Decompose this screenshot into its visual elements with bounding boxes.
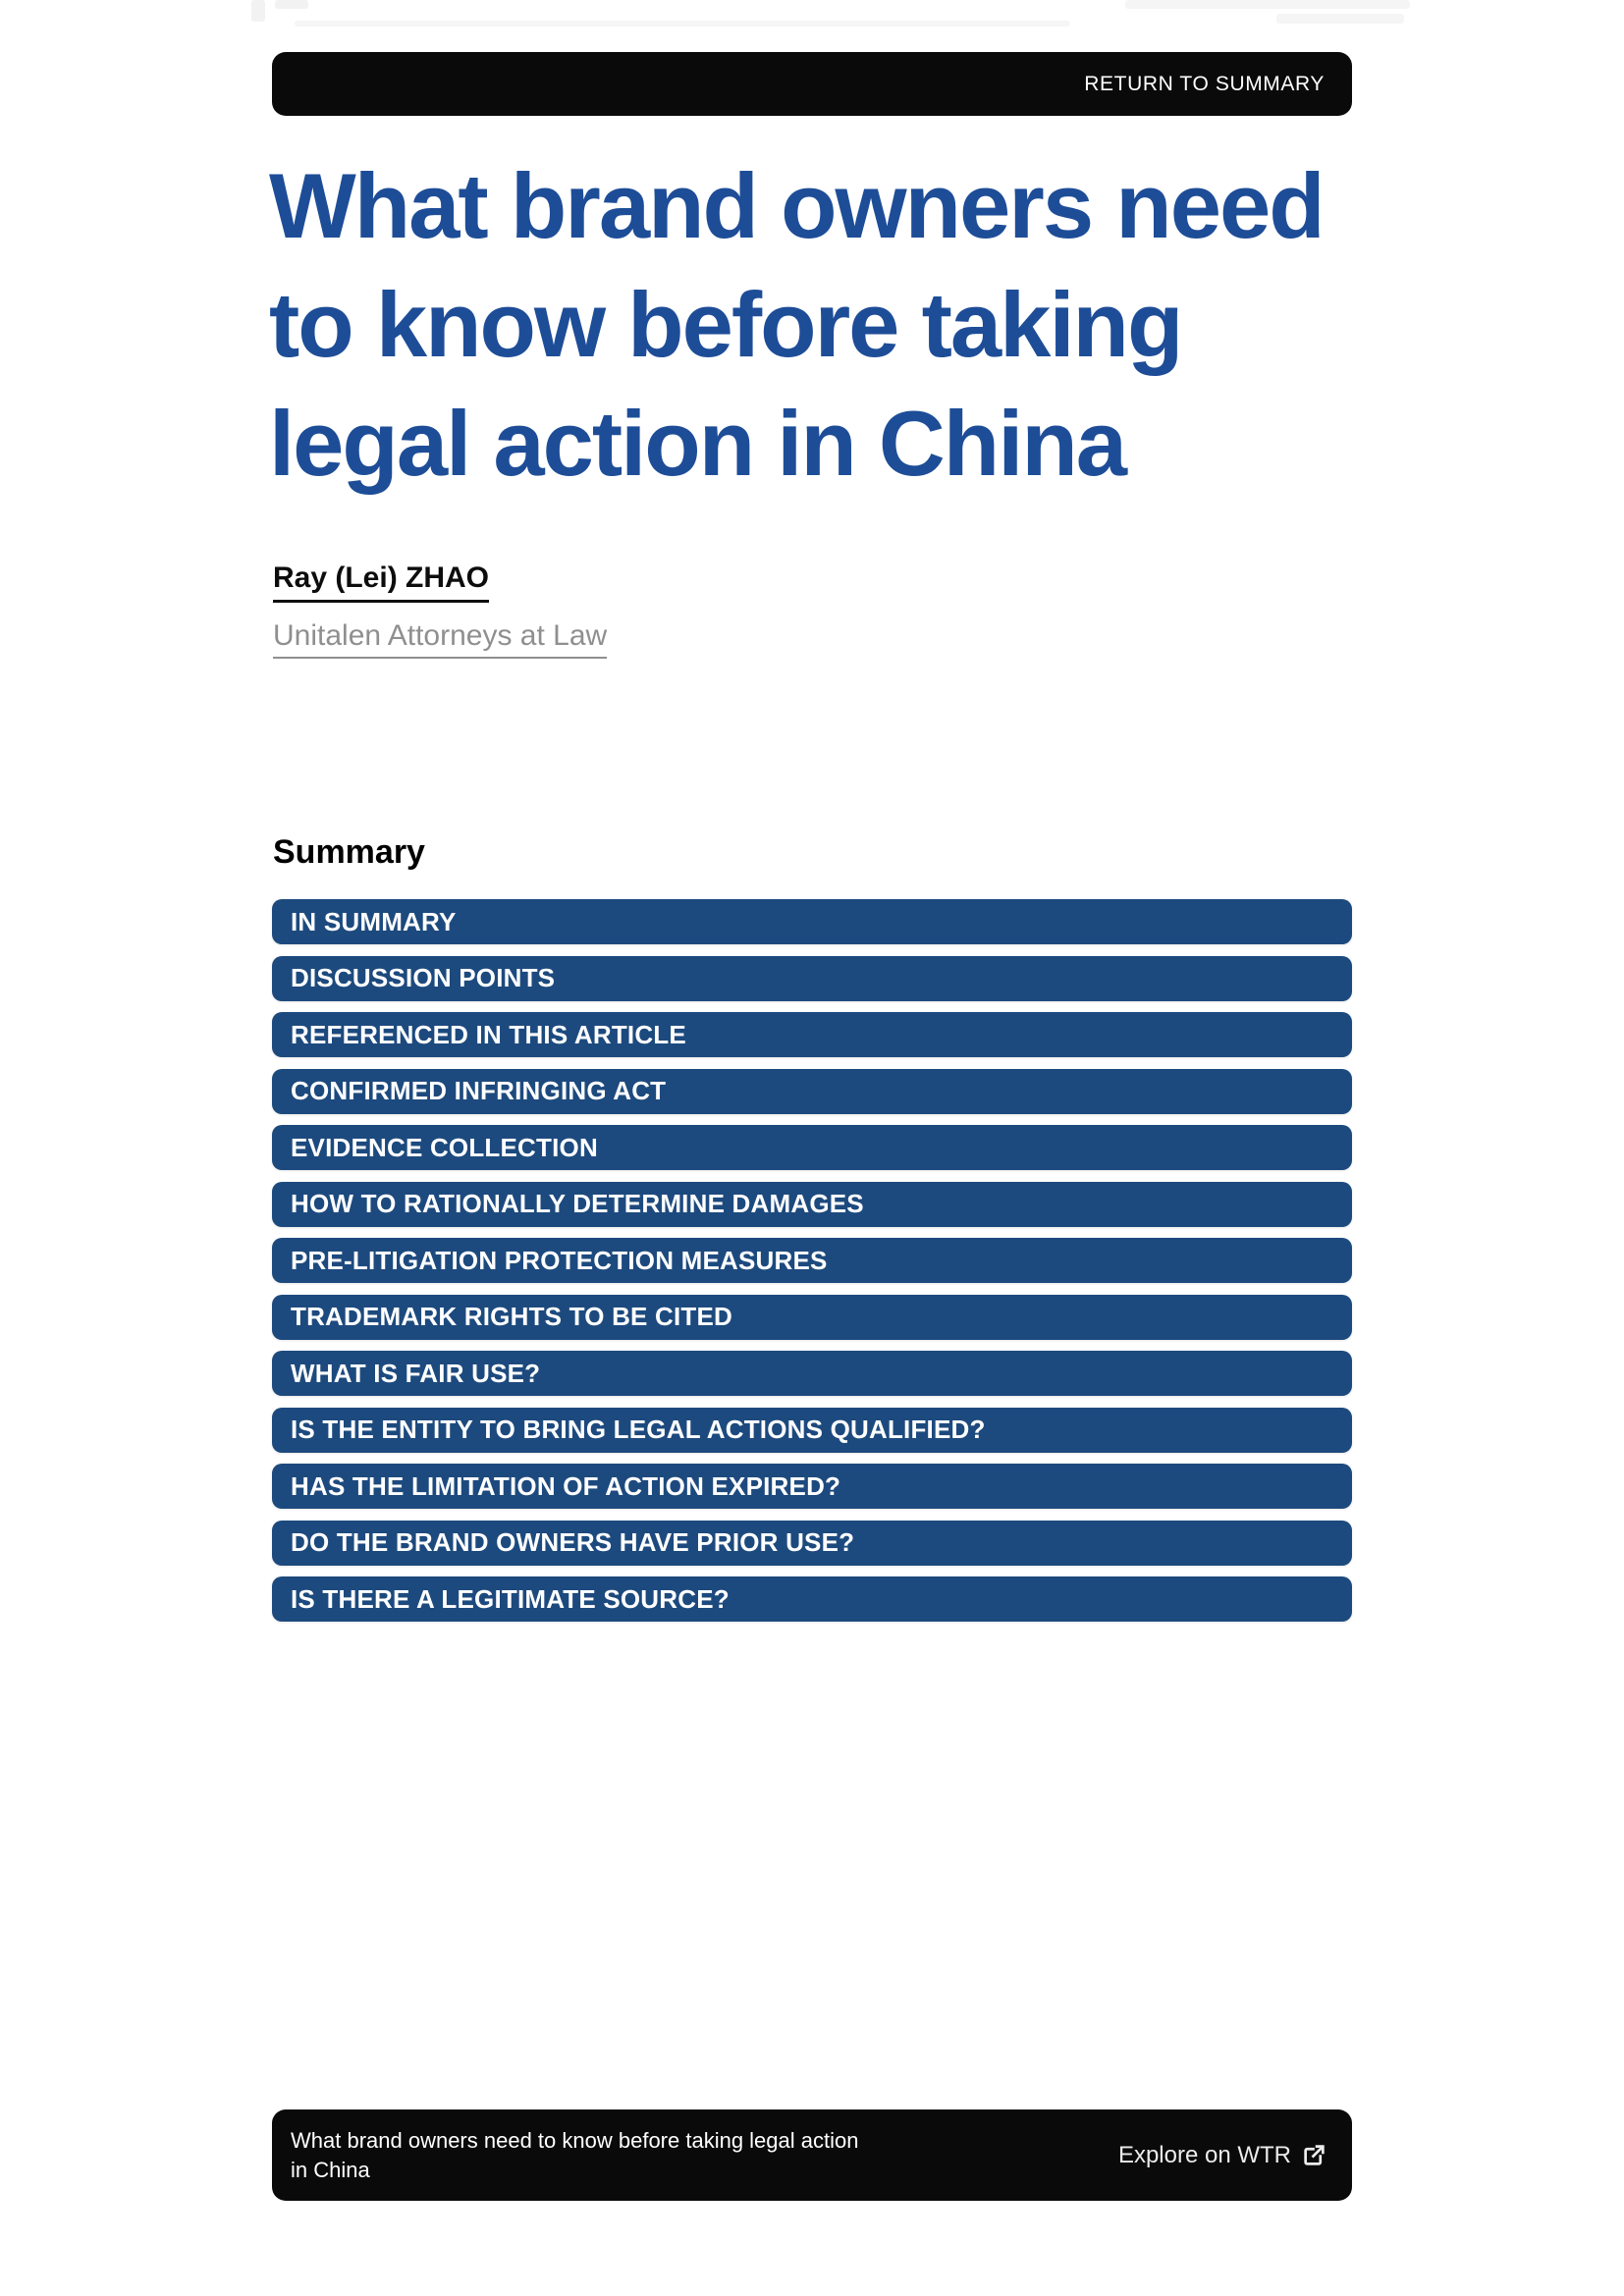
firm-link[interactable]: Unitalen Attorneys at Law <box>273 619 607 659</box>
summary-item-link[interactable]: IS THERE A LEGITIMATE SOURCE? <box>272 1576 1352 1622</box>
footer-article-title <box>291 2126 858 2185</box>
summary-item-link[interactable]: EVIDENCE COLLECTION <box>272 1125 1352 1170</box>
summary-item-link[interactable]: HAS THE LIMITATION OF ACTION EXPIRED? <box>272 1464 1352 1509</box>
footer-title-line: What brand owners need to know before taking legal action <box>291 2127 859 2153</box>
summary-item-link[interactable]: IS THE ENTITY TO BRING LEGAL ACTIONS QUALIFIED? <box>272 1408 1352 1453</box>
summary-item-link[interactable]: TRADEMARK RIGHTS TO BE CITED <box>272 1295 1352 1340</box>
summary-nav <box>272 899 1352 1633</box>
page-title <box>269 146 1487 503</box>
summary-item-link[interactable]: HOW TO RATIONALLY DETERMINE DAMAGES <box>272 1182 1352 1227</box>
page-edge-artifact <box>1276 14 1404 24</box>
page-edge-artifact <box>1125 0 1410 9</box>
summary-item-link[interactable]: IN SUMMARY <box>272 899 1352 944</box>
summary-item-link[interactable]: PRE-LITIGATION PROTECTION MEASURES <box>272 1238 1352 1283</box>
page-edge-artifact <box>251 0 265 22</box>
summary-item-link[interactable]: REFERENCED IN THIS ARTICLE <box>272 1012 1352 1057</box>
summary-item-link[interactable]: DISCUSSION POINTS <box>272 956 1352 1001</box>
page-title-line: to know before taking <box>269 273 1182 376</box>
summary-heading: Summary <box>273 833 425 871</box>
page-edge-artifact <box>275 0 308 9</box>
page-title-line: What brand owners need <box>269 154 1324 257</box>
explore-on-wtr-link[interactable] <box>1118 2142 1326 2169</box>
summary-item-link[interactable]: WHAT IS FAIR USE? <box>272 1351 1352 1396</box>
summary-item-link[interactable]: CONFIRMED INFRINGING ACT <box>272 1069 1352 1114</box>
page-edge-artifact <box>295 21 1070 27</box>
explore-on-wtr-label: Explore on WTR <box>1117 2141 1291 2168</box>
summary-item-link[interactable]: DO THE BRAND OWNERS HAVE PRIOR USE? <box>272 1521 1352 1566</box>
external-link-icon <box>1302 2143 1326 2167</box>
page-title-line: legal action in China <box>269 392 1126 495</box>
return-to-summary-button[interactable] <box>272 52 1352 116</box>
return-to-summary-label: RETURN TO SUMMARY <box>1084 73 1325 95</box>
footer-title-line: in China <box>291 2157 370 2182</box>
author-link[interactable]: Ray (Lei) ZHAO <box>273 561 489 603</box>
footer-bar <box>272 2109 1352 2201</box>
